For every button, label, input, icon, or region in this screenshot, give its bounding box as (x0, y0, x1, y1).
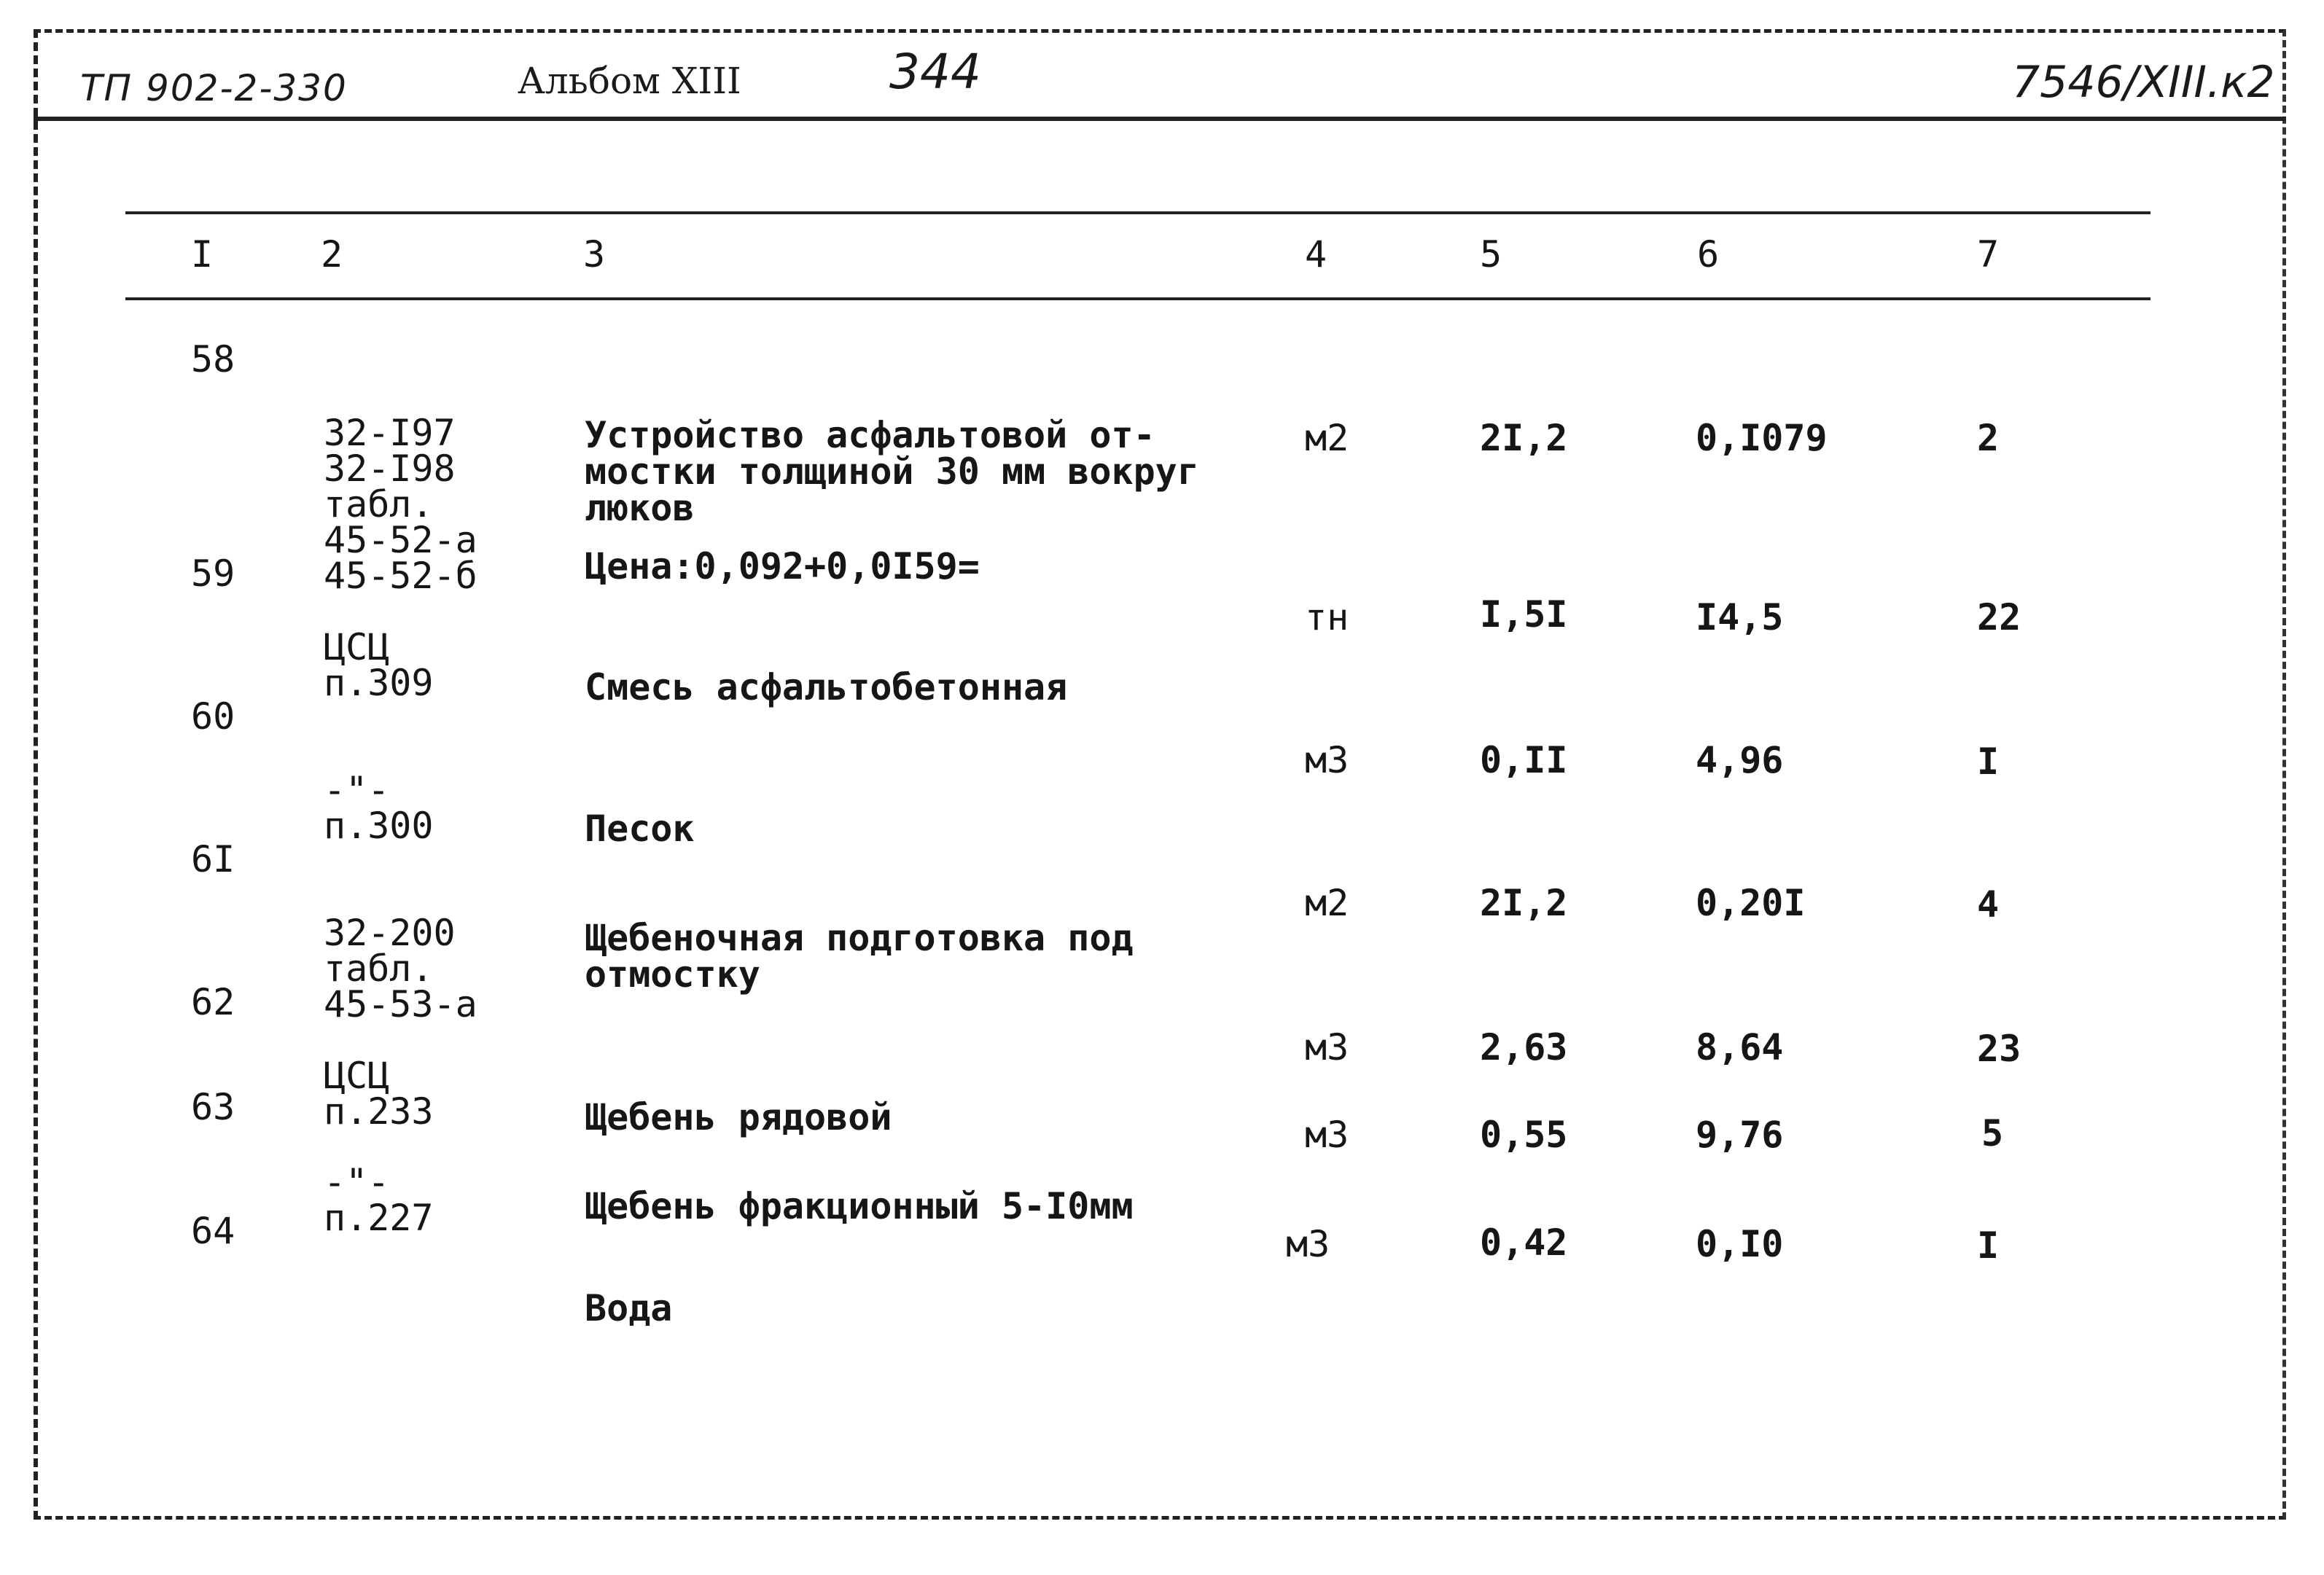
row-total: I (1977, 740, 2000, 783)
row-number: 58 (191, 338, 235, 380)
row-description: Устройство асфальтовой от- мостки толщиной 30 мм вокруг люков Цена:0,092+0,0I59= (585, 414, 1199, 587)
row-description: Вода (585, 1287, 673, 1329)
row-number: 63 (191, 1086, 235, 1128)
row-number: 60 (191, 695, 235, 738)
row-unit: м3 (1305, 1026, 1349, 1068)
project-code: ТП 902-2-330 (80, 67, 348, 109)
row-total: 5 (1981, 1112, 2004, 1154)
row-quantity: 2I,2 (1480, 882, 1568, 924)
album-label: Альбом XIII (518, 60, 741, 102)
row-code: ЦСЦ п.309 (324, 626, 434, 704)
column-header-4: 4 (1305, 233, 1327, 275)
row-number: 6I (191, 838, 235, 880)
column-header-1: I (191, 233, 214, 275)
row-unit: м3 (1305, 1114, 1349, 1156)
column-header-6: 6 (1697, 233, 1720, 275)
row-quantity: 2,63 (1480, 1026, 1568, 1068)
column-header-3: 3 (583, 233, 606, 275)
row-price: 0,I0 (1696, 1223, 1784, 1265)
column-header-2: 2 (321, 233, 343, 275)
row-unit: м2 (1305, 882, 1349, 924)
row-quantity: 0,42 (1480, 1222, 1568, 1264)
row-quantity: 2I,2 (1480, 417, 1568, 459)
row-unit: тн (1305, 596, 1349, 638)
row-description: Щебеночная подготовка под отмостку (585, 917, 1134, 996)
row-price: 8,64 (1696, 1026, 1784, 1068)
row-description: Песок (585, 808, 695, 850)
row-total: 4 (1977, 883, 2000, 926)
row-total: 2 (1977, 417, 2000, 459)
row-number: 64 (191, 1210, 235, 1252)
row-unit: м3 (1286, 1223, 1330, 1265)
page-number: 344 (889, 44, 981, 100)
row-total: 22 (1977, 596, 2021, 638)
table-top-rule (125, 211, 2151, 214)
row-number: 59 (191, 552, 235, 595)
row-total: 23 (1977, 1028, 2021, 1070)
row-description: Щебень фракционный 5-I0мм (585, 1185, 1134, 1227)
row-price: 9,76 (1696, 1114, 1784, 1156)
row-number: 62 (191, 981, 235, 1023)
row-price: I4,5 (1696, 596, 1784, 638)
row-quantity: 0,II (1480, 739, 1568, 781)
row-code: 32-200 табл. 45-53-а (324, 912, 477, 1025)
row-price: 4,96 (1696, 739, 1784, 781)
column-header-5: 5 (1480, 233, 1502, 275)
row-price: 0,20I (1696, 882, 1806, 924)
row-total: I (1977, 1224, 2000, 1267)
row-code: -"- п.300 (324, 769, 434, 847)
column-header-7: 7 (1977, 233, 2000, 275)
row-unit: м3 (1305, 739, 1349, 781)
row-code: -"- п.227 (324, 1161, 434, 1239)
header-divider (34, 117, 2286, 121)
row-unit: м2 (1305, 417, 1349, 459)
row-quantity: I,5I (1480, 593, 1568, 636)
row-code: 32-I97 32-I98 табл. 45-52-а 45-52-б (324, 412, 477, 597)
table-header-rule (125, 297, 2151, 300)
row-quantity: 0,55 (1480, 1114, 1568, 1156)
archive-number: 7546/XIII.к2 (2012, 57, 2275, 108)
row-price: 0,I079 (1696, 417, 1828, 459)
row-description: Щебень рядовой (585, 1096, 892, 1138)
row-code: ЦСЦ п.233 (324, 1055, 434, 1133)
row-description: Смесь асфальтобетонная (585, 666, 1068, 708)
